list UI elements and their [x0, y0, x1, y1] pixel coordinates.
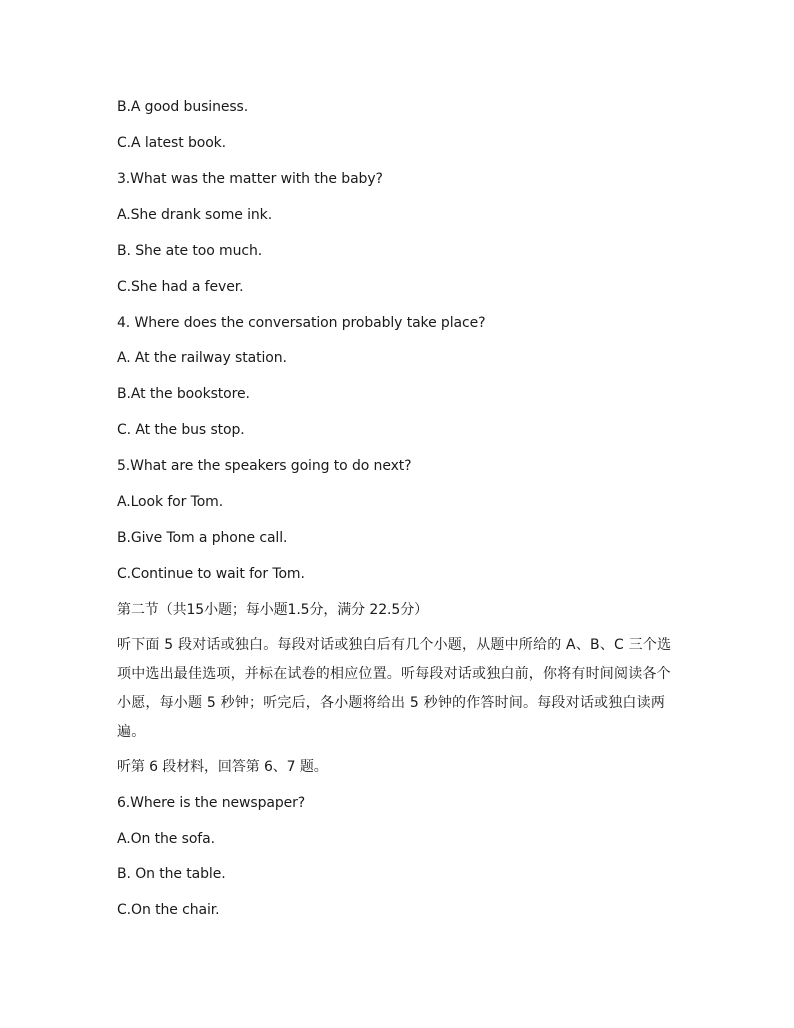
q4-option-c: C. At the bus stop.	[117, 422, 245, 438]
section-2-instructions: 听下面 5 段对话或独白。每段对话或独白后有几个小题，从题中所给的 A、B、C 三个选项中选出最佳选项，并标在试卷的相应位置。听每段对话或独白前，你将有时间阅读各个小愿，每小题 5 秒钟；听完后，各小题将给出 5 秒钟的作答时间。每段对话或独白读两遍。	[117, 637, 672, 740]
q3-option-b: B. She ate too much.	[117, 243, 263, 259]
q3-question: 3.What was the matter with the baby?	[117, 171, 383, 187]
section-2-heading: 第二节（共15小题；每小题1.5分，满分 22.5分）	[117, 602, 429, 618]
q5-option-c: C.Continue to wait for Tom.	[117, 566, 305, 582]
q4-option-b: B.At the bookstore.	[117, 386, 250, 402]
q6-question: 6.Where is the newspaper?	[117, 795, 306, 811]
q5-question: 5.What are the speakers going to do next?	[117, 458, 412, 474]
q5-option-a: A.Look for Tom.	[117, 494, 224, 510]
q2-option-c: C.A latest book.	[117, 135, 227, 151]
q4-question: 4. Where does the conversation probably take place?	[117, 315, 486, 331]
q3-option-c: C.She had a fever.	[117, 279, 244, 295]
q5-option-b: B.Give Tom a phone call.	[117, 530, 288, 546]
q6-option-a: A.On the sofa.	[117, 831, 215, 847]
q6-option-c: C.On the chair.	[117, 902, 220, 918]
material-6-intro: 听第 6 段材料，回答第 6、7 题。	[117, 759, 328, 775]
q4-option-a: A. At the railway station.	[117, 350, 287, 366]
q3-option-a: A.She drank some ink.	[117, 207, 273, 223]
q6-option-b: B. On the table.	[117, 866, 226, 882]
q2-option-b: B.A good business.	[117, 99, 249, 115]
